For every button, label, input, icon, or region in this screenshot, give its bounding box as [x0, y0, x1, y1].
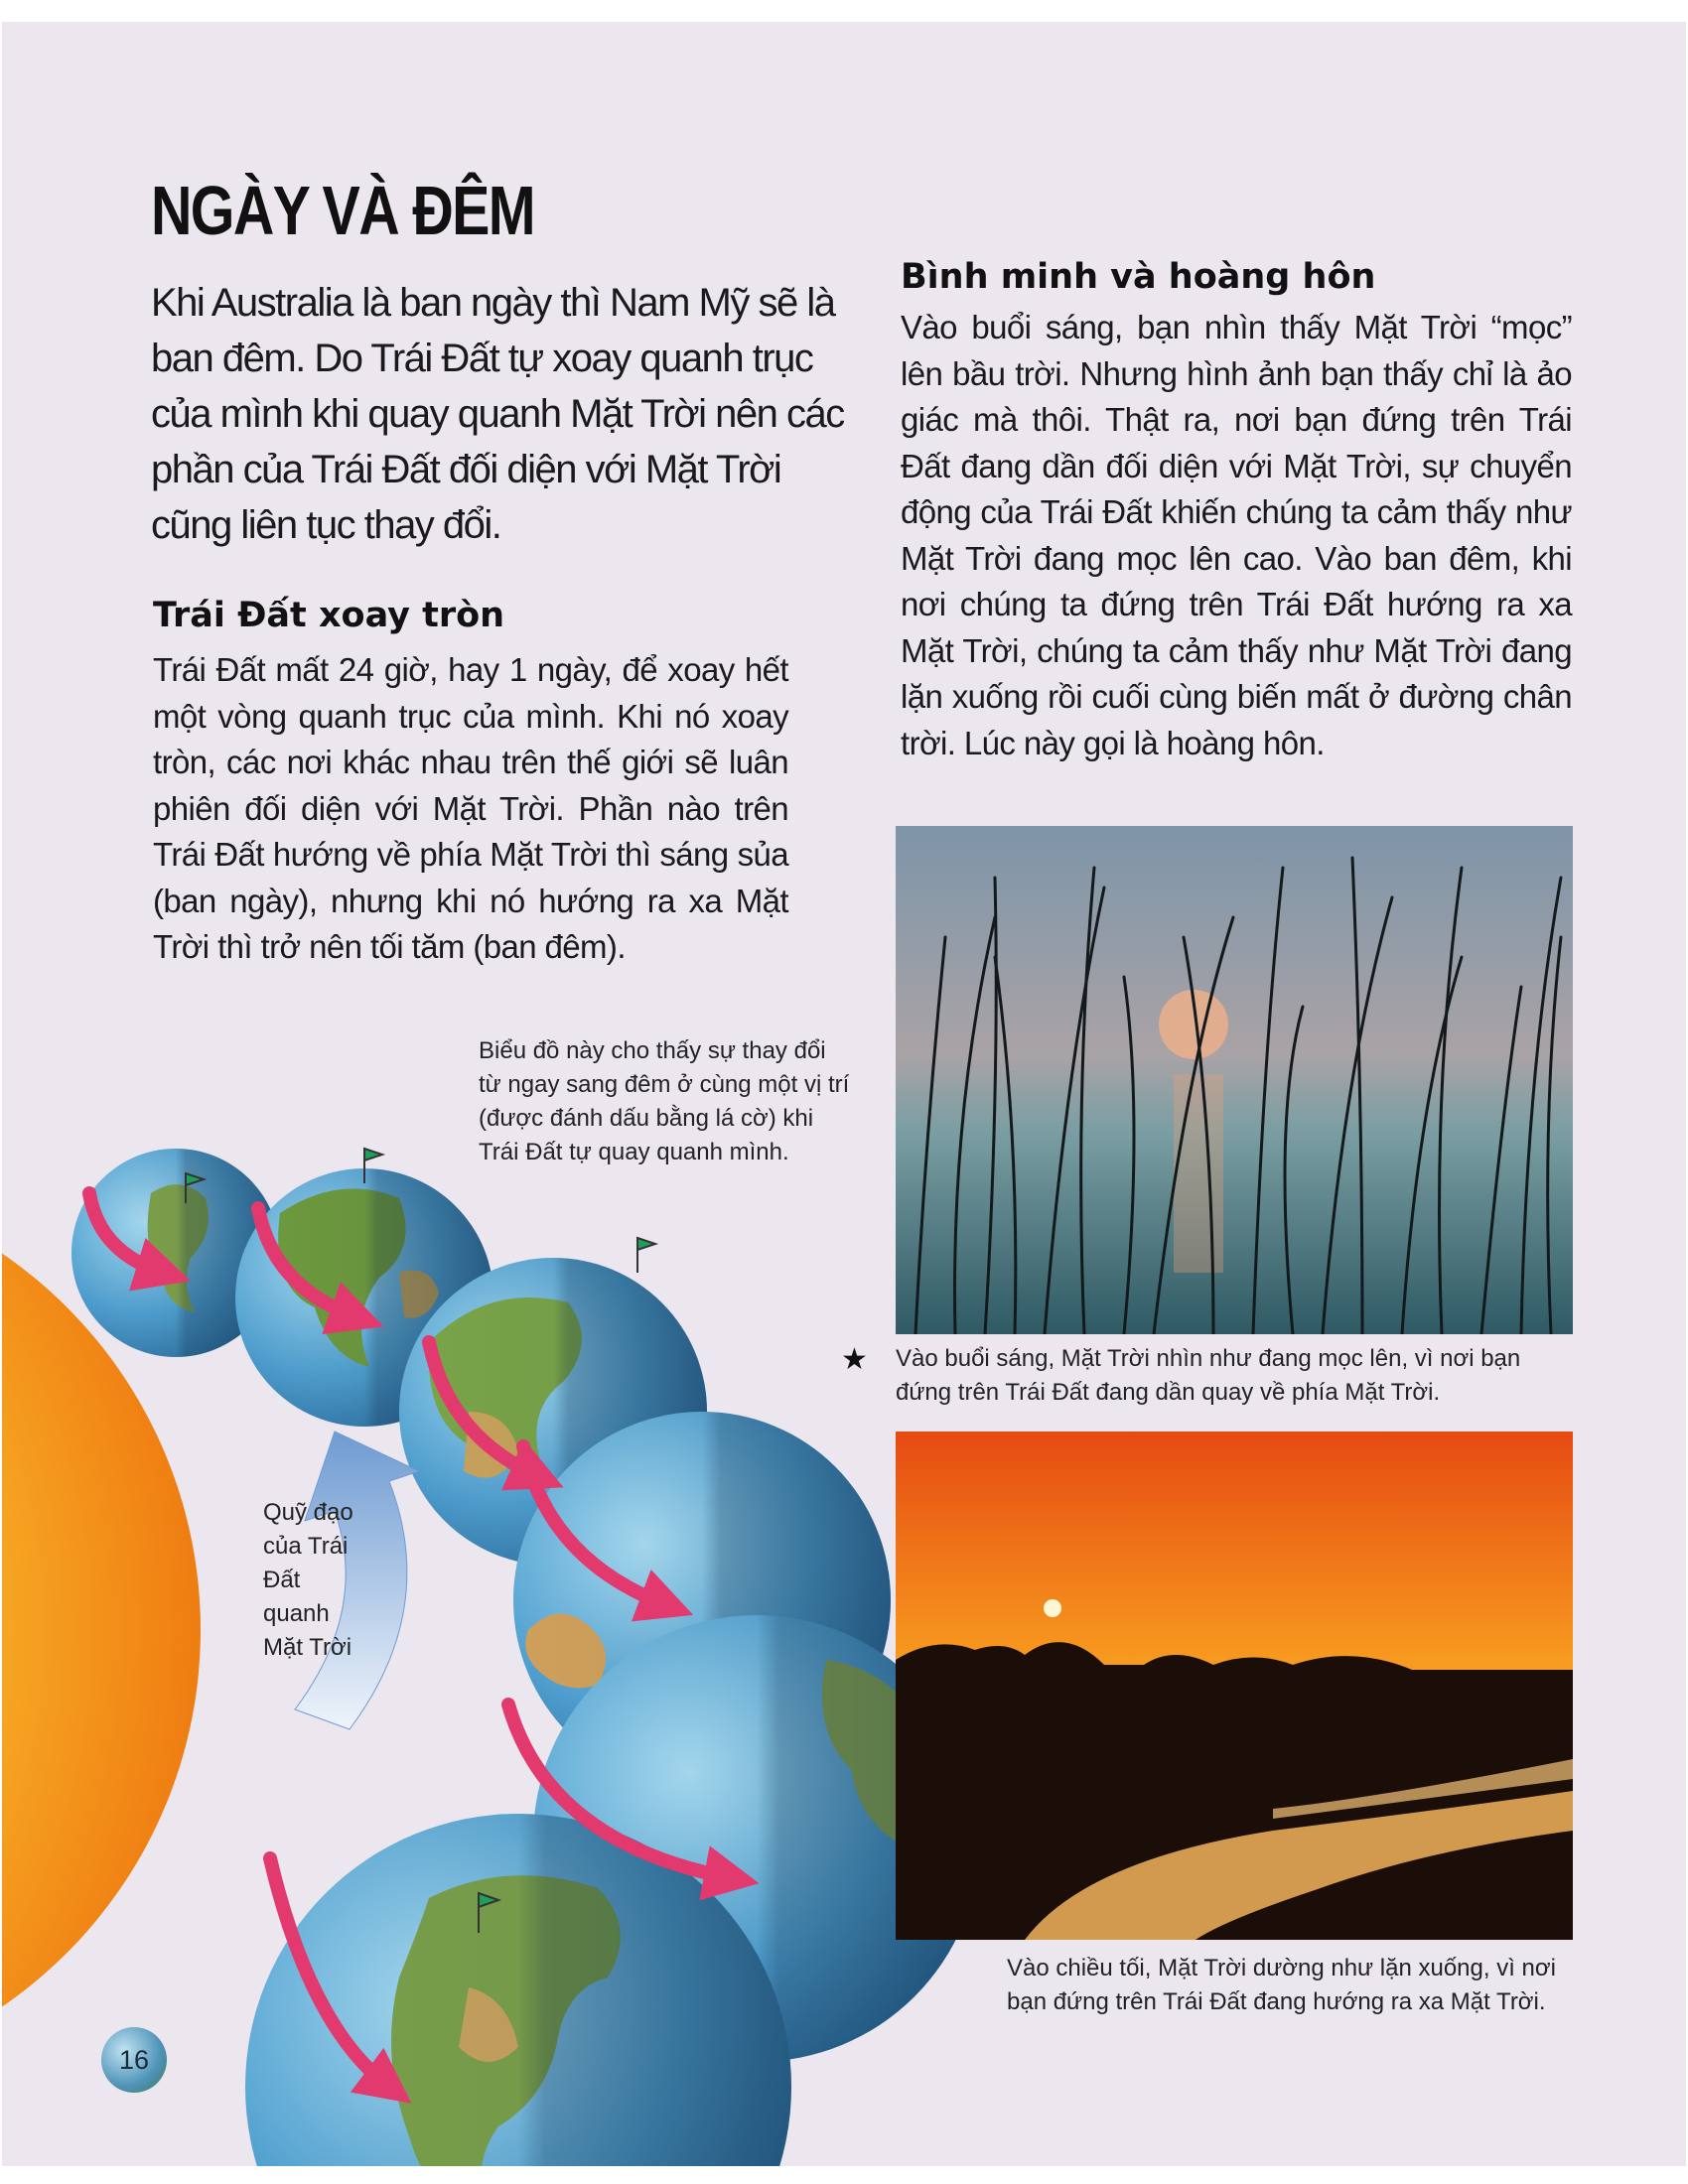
heading-earth-spin: Trái Đất xoay tròn: [153, 596, 505, 635]
sunset-caption: Vào chiều tối, Mặt Trời dường như lặn xuống, vì nơi bạn đứng trên Trái Đất đang hướng ra xa Mặt Trời.: [1007, 1955, 1556, 2015]
sunrise-sunset-text: Vào buổi sáng, bạn nhìn thấy Mặt Trời “mọc” lên bầu trời. Nhưng hình ảnh bạn thấy chỉ là ảo giác mà thôi. Thật ra, nơi bạn đứng trên Trái Đất đang dần đối diện với Mặt Trời, sự chuyển động của Trái Đất khiến chúng ta cảm thấy như Mặt Trời đang mọc lên cao. Vào ban đêm, khi nơi chúng ta đứng trên Trái Đất hướng ra xa Mặt Trời, chúng ta cảm thấy như Mặt Trời đang lặn xuống rồi cuối cùng biến mất ở đường chân trời. Lúc này gọi là hoàng hôn.: [901, 309, 1572, 761]
orbit-label: Quỹ đạo của Trái Đất quanh Mặt Trời: [263, 1499, 353, 1661]
intro-paragraph: Khi Australia là ban ngày thì Nam Mỹ sẽ là ban đêm. Do Trái Đất tự xoay quanh trục của mình khi quay quanh Mặt Trời nên các phần của Trái Đất đối diện với Mặt Trời cũng liên tục thay đổi.: [151, 281, 844, 547]
sunrise-caption: Vào buổi sáng, Mặt Trời nhìn như đang mọc lên, vì nơi bạn đứng trên Trái Đất đang dần quay về phía Mặt Trời.: [896, 1345, 1521, 1406]
diagram-caption: Biểu đồ này cho thấy sự thay đổi từ ngay sang đêm ở cùng một vị trí (được đánh dấu bằng lá cờ) khi Trái Đất tự quay quanh mình.: [479, 1037, 850, 1165]
sunrise-photo: [896, 826, 1573, 1334]
sunset-photo: [896, 1432, 1573, 1940]
earth-spin-text: Trái Đất mất 24 giờ, hay 1 ngày, để xoay hết một vòng quanh trục của mình. Khi nó xoay tròn, các nơi khác nhau trên thế giới sẽ luân phiên đối diện với Mặt Trời. Phần nào trên Trái Đất hướng về phía Mặt Trời thì sáng sủa (ban ngày), nhưng khi nó hướng ra xa Mặt Trời thì trở nên tối tăm (ban đêm).: [153, 651, 788, 965]
heading-sunrise-sunset: Bình minh và hoàng hôn: [901, 257, 1376, 297]
page-title: NGÀY VÀ ĐÊM: [151, 172, 534, 249]
star-icon: ★: [841, 1343, 868, 1376]
page-number: 16: [101, 2027, 167, 2093]
page: [2, 22, 1686, 2166]
